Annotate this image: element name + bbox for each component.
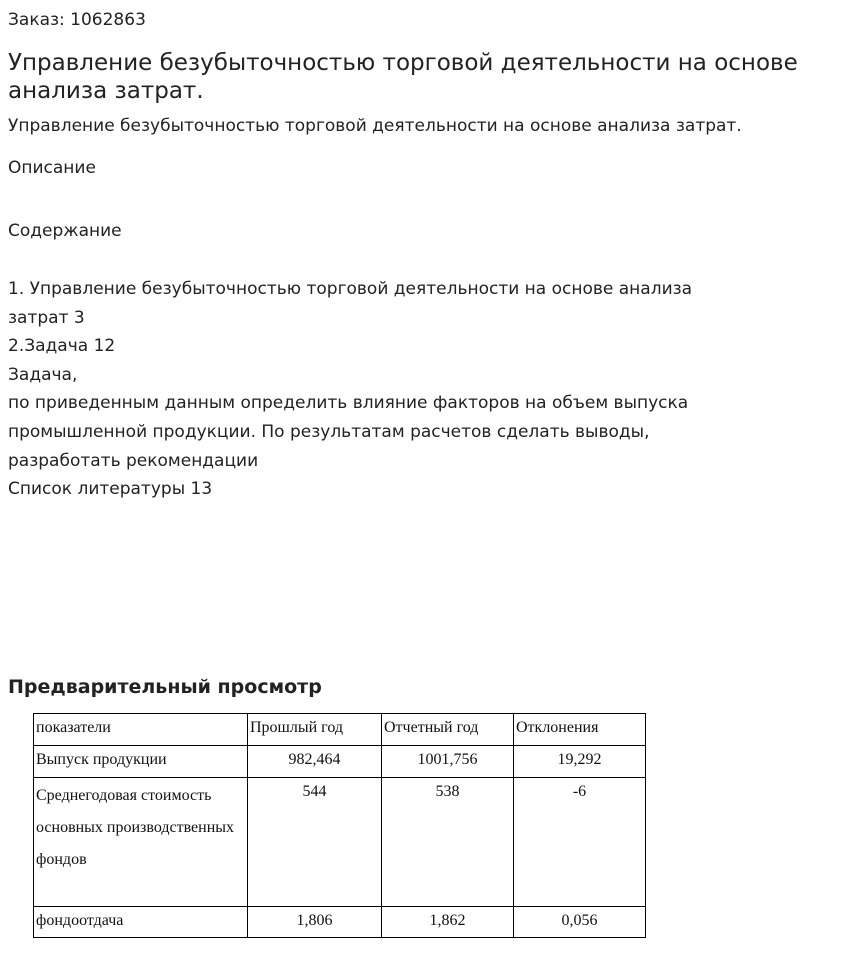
table-header-cell: Отчетный год <box>382 714 514 746</box>
contents-line: 1. Управление безубыточностью торговой деятельности на основе анализа <box>8 279 693 299</box>
table-row <box>34 907 646 938</box>
contents-line: затрат 3 <box>8 307 85 328</box>
table-cell: Выпуск продукции <box>34 746 248 778</box>
description-heading: Описание <box>8 158 96 178</box>
preview-heading: Предварительный просмотр <box>8 676 322 698</box>
table-header-cell: Прошлый год <box>248 714 382 746</box>
contents-line: по приведенным данным определить влияние факторов на объем выпуска <box>8 393 689 414</box>
table-cell: 19,292 <box>514 746 646 778</box>
contents-line: 2.Задача 12 <box>8 336 116 357</box>
page-title: Управление безубыточностью торговой деятельности на основе анализа затрат. <box>8 50 798 104</box>
table-cell: 982,464 <box>248 746 382 778</box>
table-cell: 1001,756 <box>382 746 514 778</box>
table-header-cell: Отклонения <box>514 714 646 746</box>
contents-heading: Содержание <box>8 221 122 241</box>
document-page <box>8 0 838 504</box>
table-cell: 1,806 <box>248 907 382 938</box>
table-cell: Среднегодовая стоимость основных производственных фондов <box>34 778 248 907</box>
table-cell: 1,862 <box>382 907 514 938</box>
table-cell: 538 <box>382 778 514 907</box>
table-row <box>34 746 646 778</box>
table-cell: 0,056 <box>514 907 646 938</box>
table-cell: фондоотдача <box>34 907 248 938</box>
table-cell: 544 <box>248 778 382 907</box>
table-header-cell: показатели <box>34 714 248 746</box>
contents-list <box>8 275 838 504</box>
table-header-row <box>34 714 646 746</box>
table-cell: -6 <box>514 778 646 907</box>
contents-line: Список литературы 13 <box>8 479 213 500</box>
order-number: Заказ: 1062863 <box>8 10 146 30</box>
contents-line: разработать рекомендации <box>8 450 259 471</box>
page-subtitle: Управление безубыточностью торговой деятельности на основе анализа затрат. <box>8 116 742 136</box>
contents-line: промышленной продукции. По результатам расчетов сделать выводы, <box>8 421 650 442</box>
contents-line: Задача, <box>8 364 78 385</box>
indicators-table <box>33 713 646 938</box>
table-row <box>34 778 646 907</box>
